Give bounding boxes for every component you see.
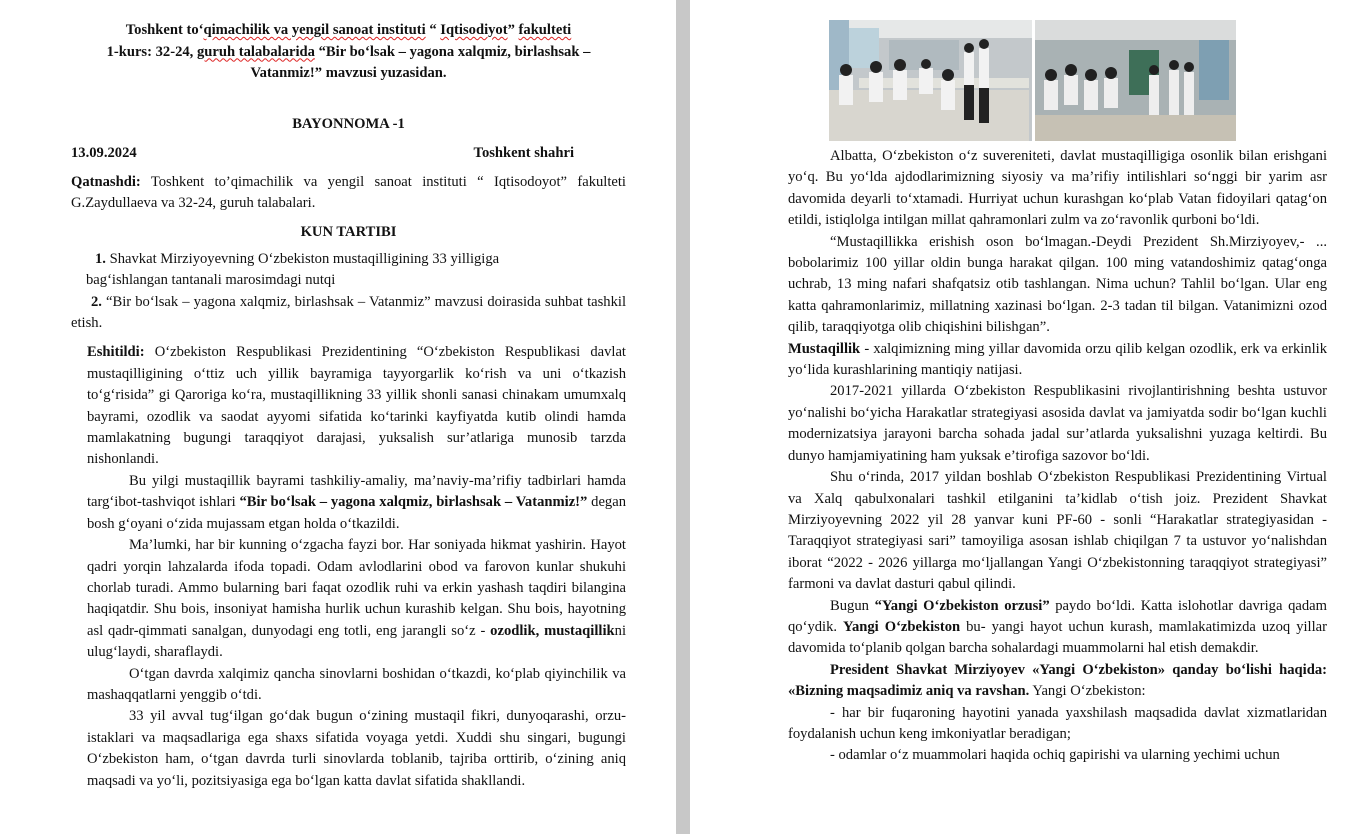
- r-list-item-1: - har bir fuqaroning hayotini yanada yaxshilash maqsadida davlat xizmatlaridan foydalanish uchun keng imkoniyatlar beradigan;: [788, 704, 1327, 742]
- left-page-content: [71, 20, 626, 792]
- r-paragraph-2: “Mustaqillikka erishish oson bo‘lmagan.-Deydi Prezident Sh.Mirziyoyev,- ... bobolarimiz 100 yillar oldin bunga harakat qilgan. 100 ming vatandoshimiz qatag‘onga uchrab, 13 ming nafari shafqatsiz otib tashlangan. Nima uchun? Tahlil bo‘lgan. Ular eng katta qahramonlarimiz, millatning xazinasi bo‘lgan. 2-3 tadan til bilgan. Vatanimizni ozod qilib, taraqqiyotga olib chiqishini bilishgan”.: [788, 233, 1327, 336]
- paragraph-5: 33 yil avval tug‘ilgan go‘dak bugun o‘zining mustaqil fikri, dunyoqarashi, orzu-istaklari va maqsadlariga ega shaxs sifatida voyaga yetdi. Xuddi shu singari, bugungi O‘zbekiston ham, o‘tgan davrda turli sinovlarda toblanib, tajriba orttirib, o‘zining aniq maqsadi va yo‘li, pozitsiyasiga ega bo‘lgan katta davlat sifatida shakllandi.: [87, 708, 626, 789]
- header-line3: Vatanmiz!” mavzusi yuzasidan.: [250, 65, 447, 82]
- attendees: Qatnashdi: Toshkent to’qimachilik va yengil sanoat instituti “ Iqtisodoyot” fakulteti G.Zaydullaeva va 32-24, guruh talabalari.: [71, 173, 626, 211]
- document-date: 13.09.2024: [71, 145, 137, 162]
- r-paragraph-3: Mustaqillik - xalqimizning ming yillar davomida orzu qilib kelgan ozodlik, erk va erkinlik yo‘lida kurashlarining mantiqiy natijasi.: [788, 340, 1327, 379]
- document-city: Toshkent shahri: [473, 145, 574, 162]
- r-paragraph-6: Bugun “Yangi O‘zbekiston orzusi” paydo bo‘ldi. Katta islohotlar davriga qadam qo‘ydik. Yangi O‘zbekiston bu- yangi hayot uchun kurash, mamlakatimizda uzoq yillar davomida to‘planib qolgan barcha sohalardagi muammolarni hal etish demakdir.: [788, 597, 1327, 657]
- right-page-content: [788, 146, 1327, 767]
- header-line1: Toshkent to‘qimachilik va yengil sanoat instituti “ Iqtisodiyot” fakulteti: [125, 22, 572, 38]
- heard-section: [71, 342, 626, 792]
- r-list-item-2: - odamlar o‘z muammolari haqida ochiq gapirishi va ularning yechimi uchun: [830, 747, 1280, 764]
- paragraph-2: Bu yilgi mustaqillik bayrami tashkiliy-amaliy, ma’naviy-ma’rifiy tadbirlari hamda targ‘ibot-tashviqot ishlari “Bir bo‘lsak – yagona xalqmiz, birlashsak – Vatanmiz!” degan bosh g‘oyani o‘zida mujassam etgan holda o‘tkazildi.: [87, 472, 626, 532]
- agenda-title: KUN TARTIBI: [300, 224, 397, 241]
- paragraph-3: Ma’lumki, har bir kunning o‘zgacha fayzi bor. Har soniyada hikmat yashirin. Hayot qadri yorqin lahzalarda ifoda topadi. Odam avlodlarini obod va farovon kunlar shukuhi chorlab turadi. Ammo bularning bari faqat ozodlik ruhi va erkin yashash taqdiri bilangina haqiqatdir. Shu bois, insoniyat hamisha hurlik uchun kurashib kelgan. Shu bois, hayotning asl qadr-qimmati sanalgan, dunyodagi eng totli, eng jarangli so‘z - ozodlik, mustaqillikni ulug‘laydi, sharaflaydi.: [87, 537, 626, 661]
- page-divider: [676, 0, 690, 834]
- header-line2: 1-kurs: 32-24, guruh talabalarida “Bir bo‘lsak – yagona xalqmiz, birlashsak –: [106, 43, 591, 60]
- r-paragraph-4: 2017-2021 yillarda O‘zbekiston Respublikasini rivojlantirishning beshta ustuvor yo‘nalishi bo‘yicha Harakatlar strategiyasi asosida davlat va jamiyatda sodir bo‘lgan kuchli modernizatsiya jarayoni barcha sohada jadal sur’atlarda yuksalishni yuzaga keltirdi. Bu dunyo hamjamiyatining ham yuksak e’tirofiga sazovor bo‘ldi.: [788, 383, 1327, 464]
- document-header: [71, 20, 626, 85]
- heard-paragraph: Eshitildi: O‘zbekiston Respublikasi Prezidentining “O‘zbekiston Respublikasi davlat mustaqilligining o‘ttiz uch yillik bayramiga tayyorgarlik ko‘rish va uni o‘tkazish to‘g‘risida” gi Qaroriga ko‘ra, mustaqillikning 33 yillik shonli sanasi chinakam umumxalq bayrami, ozodlik va saodat ayyomi sifatida ko‘tarinki kayfiyatda kutib olindi hamda mamlakatning bugungi taraqqiyot darajasi, yuksalish sur’atlariga munosib tarzda nishonlandi.: [87, 344, 626, 468]
- r-paragraph-5: Shu o‘rinda, 2017 yildan boshlab O‘zbekiston Respublikasi Prezidentining Virtual va Xalq qabulxonalari tashkil etilganini ta’kidlab o‘tish joiz. Prezident Shavkat Mirziyoyevning 2022 yil 28 yanvar kuni PF-60 - sonli “Harakatlar strategiyasidan - Taraqqiyot strategiyasi sari” tamoyiliga asosan ishlab chiqilgan 7 ta ustuvor yo‘nalishdan iborat “2022 - 2026 yillarga mo‘ljallangan Yangi O‘zbekistonning taraqqiyot strategiyasi” farmoni va davlat dasturi qabul qilindi.: [788, 469, 1327, 593]
- document-title: BAYONNOMA -1: [292, 115, 405, 132]
- r-paragraph-7: President Shavkat Mirziyoyev «Yangi O‘zbekiston» qanday bo‘lishi haqida: «Bizning maqsadimiz aniq va ravshan. Yangi O‘zbekiston:: [788, 661, 1327, 700]
- r-paragraph-1: Albatta, O‘zbekiston o‘z suvereniteti, davlat mustaqilligiga osonlik bilan erishgani yo‘q. Bu yo‘lda ajdodlarimizning siyosiy va ma’rifiy intilishlari so‘nggi bir yarim asr davomida deyarli to‘xtamadi. Hurriyat uchun kurashgan ko‘plab Vatan fidoyilari qatag‘on etildi, istiqlolga intilgan millat qahramonlari zulm va zo‘ravonlik qurboni bo‘ldi.: [788, 148, 1327, 229]
- left-page: [0, 0, 676, 834]
- right-page: [690, 0, 1369, 834]
- date-line: [71, 143, 626, 164]
- paragraph-4: O‘tgan davrda xalqimiz qancha sinovlarni boshidan o‘tkazdi, ko‘plab qiyinchilik va mashaqqatlarni yenggib o‘tdi.: [87, 665, 626, 703]
- classroom-photo: [829, 20, 1236, 141]
- agenda-item-2: 2. “Bir bo‘lsak – yagona xalqmiz, birlashsak – Vatanmiz” mavzusi doirasida suhbat tashkil etish.: [71, 293, 626, 332]
- agenda-item-1: 1. Shavkat Mirziyoyevning O‘zbekiston mustaqilligining 33 yilligiga bag‘ishlangan tantanali marosimdagi nutqi: [86, 250, 500, 289]
- classroom-photo-image: [829, 20, 1236, 141]
